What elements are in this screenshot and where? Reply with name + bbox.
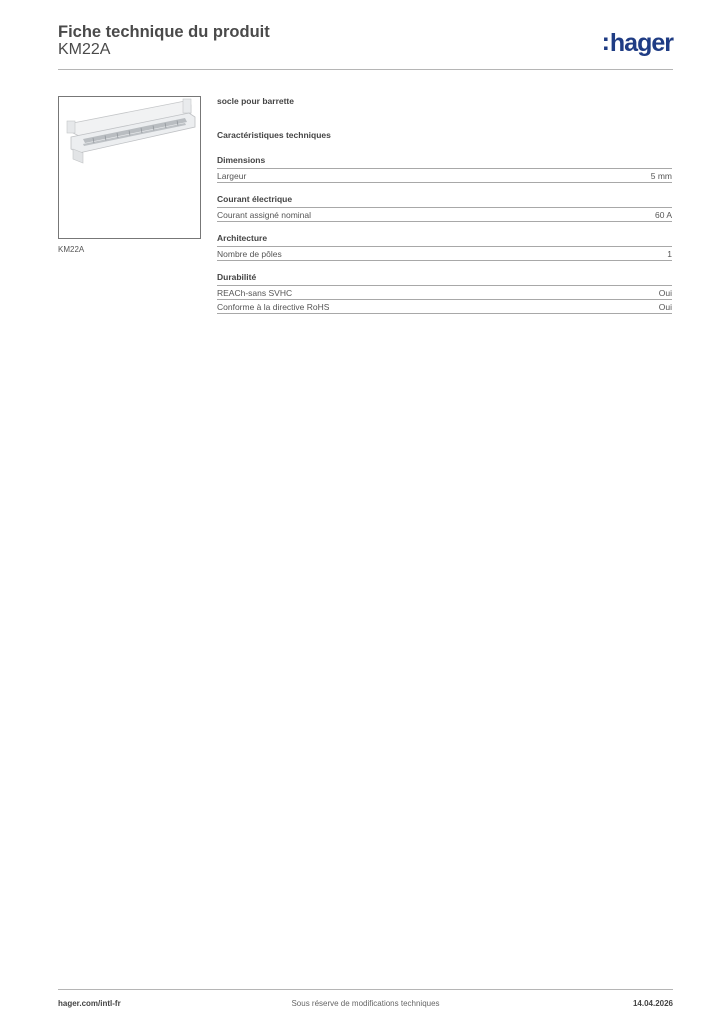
spec-label: Conforme à la directive RoHS <box>217 301 330 312</box>
footer-date: 14.04.2026 <box>632 999 673 1008</box>
spec-row <box>217 300 672 314</box>
section-title: Durabilité <box>217 272 672 286</box>
spec-label: Courant assigné nominal <box>217 209 312 220</box>
busbar-socket-illustration <box>59 97 200 238</box>
specs-heading: Caractéristiques techniques <box>217 130 331 140</box>
section-electric-current <box>217 194 672 222</box>
section-title: Architecture <box>217 233 672 247</box>
product-description: socle pour barrette <box>217 96 294 106</box>
section-architecture <box>217 233 672 261</box>
logo-dots-icon: : <box>601 28 609 56</box>
section-title: Dimensions <box>217 155 672 169</box>
spec-row <box>217 169 672 183</box>
spec-value: Oui <box>658 287 672 298</box>
section-durability <box>217 272 672 314</box>
spec-value: 5 mm <box>650 170 672 181</box>
spec-value: 60 A <box>654 209 672 220</box>
spec-row <box>217 247 672 261</box>
specifications-panel <box>217 96 672 325</box>
hager-logo <box>602 30 673 56</box>
product-image <box>58 96 201 239</box>
footer-website-link[interactable]: hager.com/intl-fr <box>58 999 121 1008</box>
logo-text: hager <box>609 29 673 57</box>
product-reference: KM22A <box>58 41 111 58</box>
footer-notice: Sous réserve de modifications techniques <box>291 999 440 1008</box>
page-header <box>58 22 673 70</box>
section-title: Courant électrique <box>217 194 672 208</box>
spec-value: Oui <box>658 301 672 312</box>
section-dimensions <box>217 155 672 183</box>
spec-label: Largeur <box>217 170 247 181</box>
document-title: Fiche technique du produit <box>58 23 270 41</box>
spec-label: REACh-sans SVHC <box>217 287 293 298</box>
spec-row <box>217 286 672 300</box>
spec-row <box>217 208 672 222</box>
spec-value: 1 <box>667 248 672 259</box>
image-caption: KM22A <box>58 245 85 254</box>
spec-label: Nombre de pôles <box>217 248 282 259</box>
page-footer <box>58 989 673 1010</box>
